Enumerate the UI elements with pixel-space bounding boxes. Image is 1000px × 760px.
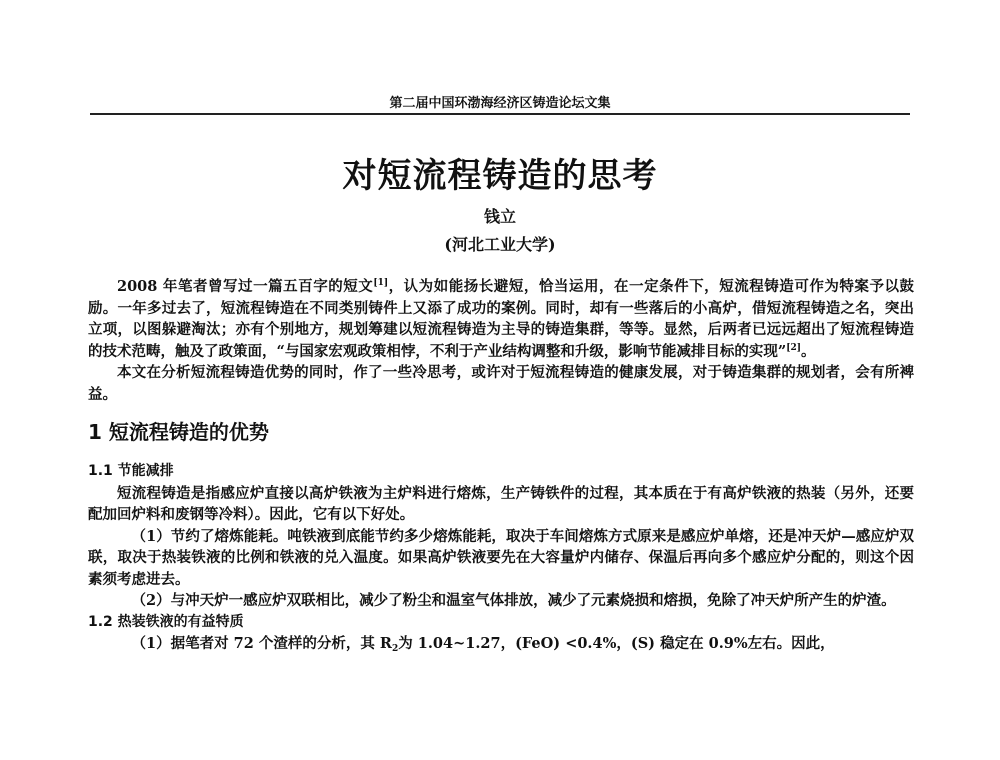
subsection-1-1-heading: 1.1 节能减排 [88,463,174,479]
subsection-1-1-paragraph-2: （1）节约了熔炼能耗。吨铁液到底能节约多少熔炼能耗，取决于车间熔炼方式原来是感应炉单熔，还是冲天炉—感应炉双联，取决于热装铁液的比例和铁液的兑入温度。如果高炉铁液要先在大容量炉内储存、保温后再向多个感应炉分配的，则这个因素须考虑进去。 [88,527,914,588]
article-author: 钱立 [483,207,516,226]
citation-ref-2: [2] [786,342,801,353]
article-affiliation: (河北工业大学) [444,235,556,254]
running-header: 第二届中国环渤海经济区铸造论坛文集 [389,96,611,111]
article-body [88,276,914,655]
intro-p1-text-a: 2008 年笔者曾写过一篇五百字的短文 [117,278,374,295]
intro-p1-text-c: 。 [800,342,816,360]
subsection-1-1-paragraph-1: 短流程铸造是指感应炉直接以高炉铁液为主炉料进行熔炼，生产铸铁件的过程，其本质在于有高炉铁液的热装（另外，还要配加回炉料和废钢等冷料）。因此，它有以下好处。 [88,484,914,523]
subsection-1-2-p1-text-b: 为 1.04~1.27，(FeO) <0.4%，(S) 稳定在 0.9%左右。因此， [398,635,835,652]
intro-paragraph-2: 本文在分析短流程铸造优势的同时，作了一些冷思考，或许对于短流程铸造的健康发展，对于铸造集群的规划者，会有所裨益。 [88,364,914,403]
article-title: 对短流程铸造的思考 [342,156,658,196]
header-rule [90,113,910,115]
section-1-heading: 1 短流程铸造的优势 [88,420,269,444]
subsection-1-1-paragraph-3: （2）与冲天炉一感应炉双联相比，减少了粉尘和温室气体排放，减少了元素烧损和熔损，免除了冲天炉所产生的炉渣。 [131,592,896,609]
intro-p1-text-b: ，认为如能扬长避短，恰当运用，在一定条件下，短流程铸造可作为特案予以鼓励。一年多过去了，短流程铸造在不同类别铸件上又添了成功的案例。同时，却有一些落后的小高炉，借短流程铸造之名，突出立项，以图躲避淘汰；亦有个别地方，规划筹建以短流程铸造为主导的铸造集群，等等。显然，后两者已远远超出了短流程铸造的技术范畴，触及了政策面，“与国家宏观政策相悖，不利于产业结构调整和升级，影响节能减排目标的实现” [88,278,915,360]
intro-paragraph-1 [88,276,914,362]
subsection-1-2-paragraph-1 [88,633,914,655]
subsection-1-2-p1-text-a: （1）据笔者对 72 个渣样的分析，其 R [131,635,392,652]
subsection-1-2-heading: 1.2 热装铁液的有益特质 [88,613,244,630]
citation-ref-1: [1] [373,278,389,288]
r2-subscript: 2 [391,644,399,654]
